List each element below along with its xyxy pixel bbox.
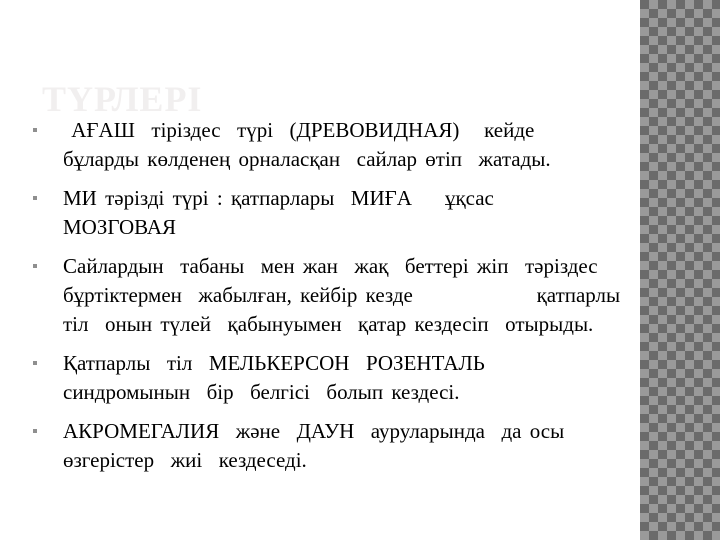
bullet-line: Қатпарлы тіл МЕЛЬКЕРСОН РОЗЕНТАЛЬ: [63, 351, 485, 375]
bullet-square-icon: [33, 264, 37, 268]
bullet-item: [30, 184, 640, 242]
bullet-line: МИ тәрізді түрі : қатпарлары МИҒА ұқсас: [63, 186, 494, 210]
bullet-square-icon: [33, 429, 37, 433]
bullet-item: [30, 349, 640, 407]
bullet-square-icon: [33, 196, 37, 200]
bullet-line: бұртіктермен жабылған, кейбір кезде қатпарлы: [63, 283, 621, 307]
bullet-line: тіл онын түлей қабынуымен қатар кездесіп отырыды.: [63, 312, 594, 336]
bullet-line: синдромынын бір белгісі болып кездесі.: [63, 380, 460, 404]
bullet-line: АҒАШ тіріздес түрі (ДРЕВОВИДНАЯ) кейде: [63, 118, 535, 142]
bullet-square-icon: [33, 128, 37, 132]
bullet-list: [30, 116, 640, 485]
bullet-line: МОЗГОВАЯ: [63, 215, 176, 239]
bullet-line: бұларды көлденең орналасқан сайлар өтіп жатады.: [63, 147, 551, 171]
bullet-item: [30, 417, 640, 475]
bullet-line: АКРОМЕГАЛИЯ және ДАУН ауруларында да осы: [63, 419, 565, 443]
bullet-line: Сайлардын табаны мен жан жақ беттері жіп тәріздес: [63, 254, 598, 278]
decorative-pattern-sidebar: [640, 0, 720, 540]
bullet-line: өзгерістер жиі кездеседі.: [63, 448, 307, 472]
bullet-square-icon: [33, 361, 37, 365]
bullet-item: [30, 252, 640, 339]
bullet-item: [30, 116, 640, 174]
slide-title: ТҮРЛЕРІ: [42, 79, 203, 119]
